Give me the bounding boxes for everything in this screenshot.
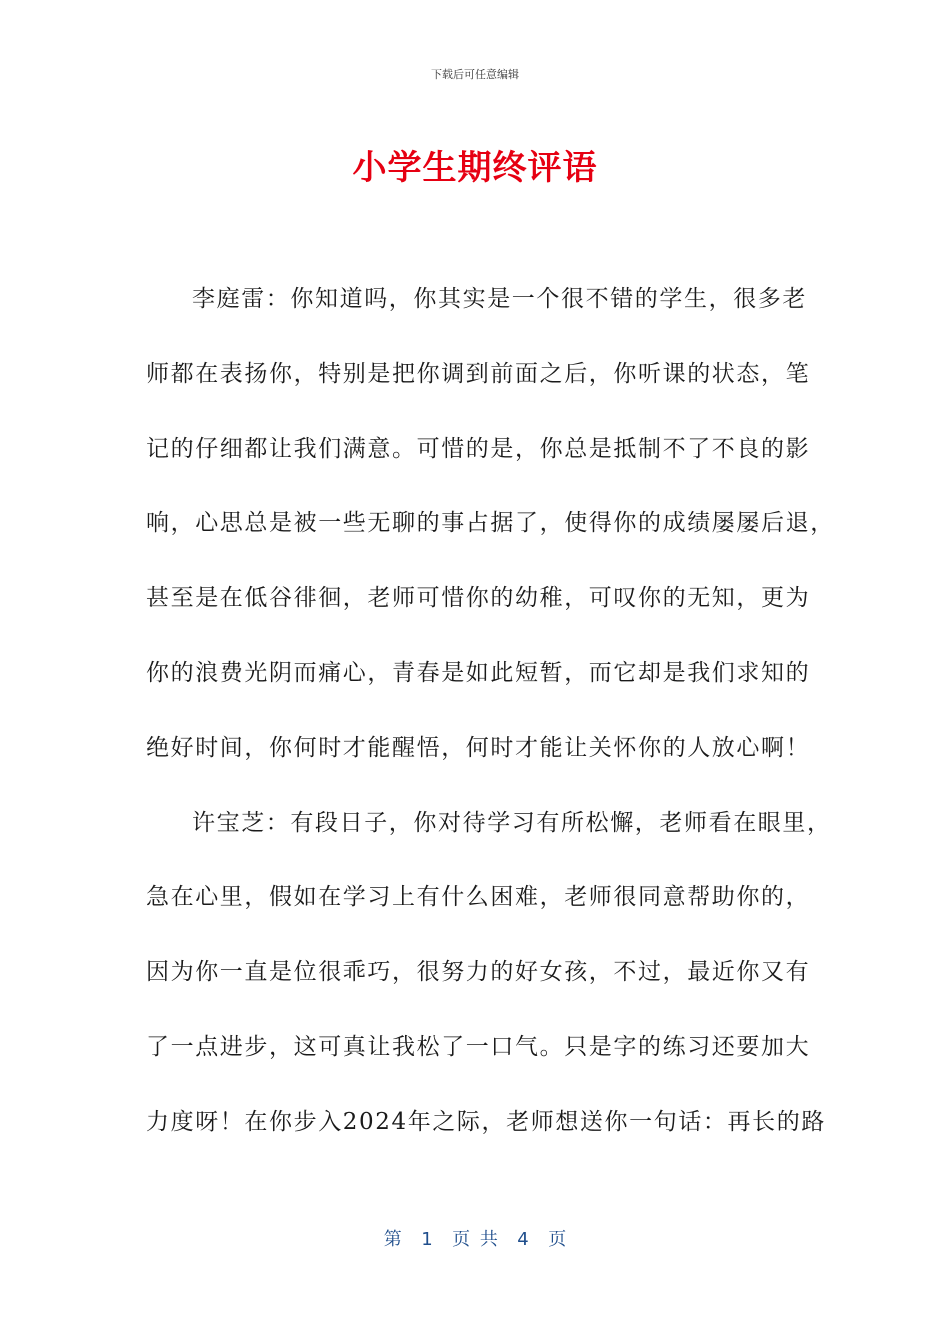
text-line: 响，心思总是被一些无聊的事占据了，使得你的成绩屡屡后退， bbox=[146, 510, 835, 537]
paragraph-li-tinglei bbox=[146, 262, 835, 786]
text-line: 记的仔细都让我们满意。可惜的是，你总是抵制不了不良的影 bbox=[146, 435, 811, 462]
page-number-footer: 第 1 页 共 4 页 bbox=[383, 1229, 567, 1250]
text-line: 师都在表扬你，特别是把你调到前面之后，你听课的状态，笔 bbox=[146, 360, 811, 387]
text-line: 因为你一直是位很乖巧，很努力的好女孩，不过，最近你又有 bbox=[146, 959, 811, 986]
document-title: 小学生期终评语 bbox=[352, 148, 598, 188]
text-line: 急在心里，假如在学习上有什么困难，老师很同意帮助你的， bbox=[146, 884, 811, 911]
text-line: 许宝芝：有段日子，你对待学习有所松懈，老师看在眼里， bbox=[192, 809, 832, 836]
paragraph-xu-baozhi bbox=[146, 786, 832, 1160]
text-line: 了一点进步，这可真让我松了一口气。只是字的练习还要加大 bbox=[146, 1033, 811, 1060]
document-body bbox=[146, 262, 835, 1160]
header-note: 下载后可任意编辑 bbox=[431, 68, 519, 81]
text-line: 你的浪费光阴而痛心，青春是如此短暂，而它却是我们求知的 bbox=[146, 659, 811, 686]
text-line: 甚至是在低谷徘徊，老师可惜你的幼稚，可叹你的无知，更为 bbox=[146, 585, 811, 612]
text-line: 力度呀！在你步入2024年之际，老师想送你一句话：再长的路 bbox=[146, 1108, 826, 1135]
text-line: 李庭雷：你知道吗，你其实是一个很不错的学生，很多老 bbox=[192, 286, 807, 312]
text-line: 绝好时间，你何时才能醒悟，何时才能让关怀你的人放心啊！ bbox=[146, 734, 811, 761]
